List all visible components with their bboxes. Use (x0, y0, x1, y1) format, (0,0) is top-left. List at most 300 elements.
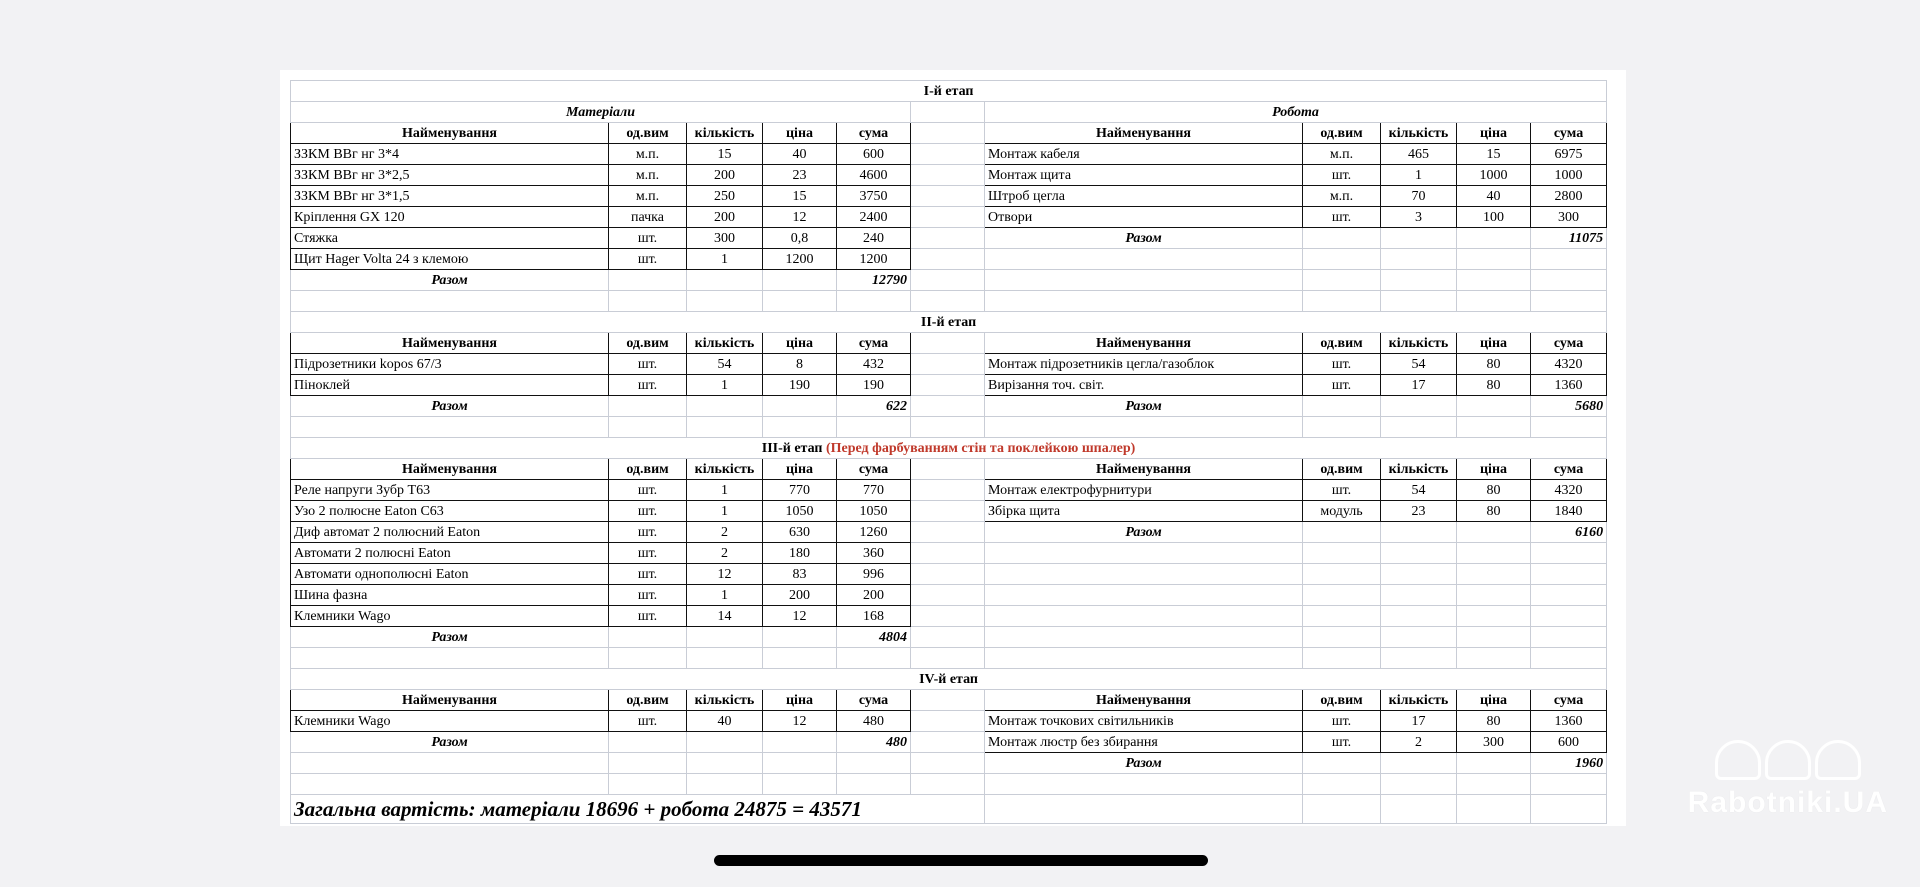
empty-cell (609, 648, 687, 669)
item-sum: 600 (837, 144, 911, 165)
item-qty: 3 (1381, 207, 1457, 228)
table-row (291, 753, 1607, 774)
item-name: Щит Hager Volta 24 з клемою (291, 249, 609, 270)
total-label: Разом (291, 396, 609, 417)
empty-cell (1457, 627, 1531, 648)
header-name: Найменування (985, 333, 1303, 354)
item-sum: 4600 (837, 165, 911, 186)
item-price: 15 (1457, 144, 1531, 165)
stage-title (291, 312, 1607, 333)
table-row (291, 417, 1607, 438)
item-qty: 2 (687, 522, 763, 543)
empty-cell (1303, 606, 1381, 627)
table-row (291, 354, 1607, 375)
empty-cell (1303, 774, 1381, 795)
header-unit: од.вим (1303, 123, 1381, 144)
empty-cell (687, 396, 763, 417)
item-sum: 1360 (1531, 711, 1607, 732)
table-row (291, 480, 1607, 501)
total-sum: 12790 (837, 270, 911, 291)
empty-cell (1303, 648, 1381, 669)
total-label: Разом (291, 270, 609, 291)
item-price: 40 (1457, 186, 1531, 207)
item-name: Монтаж щита (985, 165, 1303, 186)
header-qty: кількість (687, 459, 763, 480)
item-sum: 6975 (1531, 144, 1607, 165)
empty-cell (1531, 270, 1607, 291)
item-name: Шина фазна (291, 585, 609, 606)
header-qty: кількість (687, 123, 763, 144)
item-unit: м.п. (1303, 144, 1381, 165)
gap-cell (911, 564, 985, 585)
item-sum: 1840 (1531, 501, 1607, 522)
table-row (291, 543, 1607, 564)
item-qty: 23 (1381, 501, 1457, 522)
table-row (291, 522, 1607, 543)
item-name: Кріплення GX 120 (291, 207, 609, 228)
empty-cell (985, 543, 1303, 564)
item-price: 300 (1457, 732, 1531, 753)
header-price: ціна (1457, 123, 1531, 144)
item-sum: 200 (837, 585, 911, 606)
item-unit: м.п. (609, 186, 687, 207)
empty-cell (1457, 291, 1531, 312)
item-qty: 2 (687, 543, 763, 564)
item-name: Монтаж люстр без збирання (985, 732, 1303, 753)
gap-cell (911, 417, 985, 438)
item-name: Стяжка (291, 228, 609, 249)
item-qty: 70 (1381, 186, 1457, 207)
item-sum: 480 (837, 711, 911, 732)
empty-cell (1531, 543, 1607, 564)
header-qty: кількість (1381, 123, 1457, 144)
header-qty: кількість (1381, 690, 1457, 711)
table-row (291, 228, 1607, 249)
item-name: Отвори (985, 207, 1303, 228)
total-sum: 480 (837, 732, 911, 753)
stage-title-text: ІІ-й етап (920, 314, 977, 330)
empty-cell (1457, 228, 1531, 249)
item-price: 12 (763, 606, 837, 627)
item-sum: 168 (837, 606, 911, 627)
item-price: 180 (763, 543, 837, 564)
gap-cell (911, 522, 985, 543)
empty-cell (985, 585, 1303, 606)
table-row (291, 774, 1607, 795)
empty-cell (1457, 585, 1531, 606)
gap-cell (911, 501, 985, 522)
item-qty: 1 (1381, 165, 1457, 186)
item-unit: м.п. (1303, 186, 1381, 207)
stage-title-text: ІІІ-й етап (761, 440, 823, 456)
materials-heading: Матеріали (291, 102, 911, 123)
stage-title (291, 669, 1607, 690)
header-unit: од.вим (609, 333, 687, 354)
empty-cell (763, 291, 837, 312)
gap-cell (911, 333, 985, 354)
header-sum: сума (1531, 690, 1607, 711)
item-qty: 54 (687, 354, 763, 375)
empty-cell (1381, 753, 1457, 774)
empty-cell (1303, 753, 1381, 774)
gap-cell (911, 774, 985, 795)
watermark (1688, 740, 1888, 820)
gap-cell (911, 627, 985, 648)
header-name: Найменування (291, 690, 609, 711)
empty-cell (1457, 606, 1531, 627)
header-sum: сума (837, 690, 911, 711)
item-price: 1050 (763, 501, 837, 522)
item-sum: 770 (837, 480, 911, 501)
empty-cell (291, 417, 609, 438)
empty-cell (291, 648, 609, 669)
item-sum: 3750 (837, 186, 911, 207)
header-price: ціна (763, 333, 837, 354)
item-price: 80 (1457, 501, 1531, 522)
table-row (291, 648, 1607, 669)
item-sum: 4320 (1531, 480, 1607, 501)
item-qty: 300 (687, 228, 763, 249)
header-sum: сума (837, 123, 911, 144)
empty-cell (1303, 291, 1381, 312)
gap-cell (911, 144, 985, 165)
empty-cell (1531, 291, 1607, 312)
empty-cell (985, 627, 1303, 648)
empty-cell (763, 396, 837, 417)
empty-cell (1381, 585, 1457, 606)
item-qty: 12 (687, 564, 763, 585)
gap-cell (911, 648, 985, 669)
empty-cell (1303, 249, 1381, 270)
header-price: ціна (763, 690, 837, 711)
item-price: 80 (1457, 354, 1531, 375)
item-qty: 54 (1381, 480, 1457, 501)
item-name: Узо 2 полюсне Eaton C63 (291, 501, 609, 522)
empty-cell (1381, 249, 1457, 270)
total-sum: 5680 (1531, 396, 1607, 417)
table-row (291, 186, 1607, 207)
empty-cell (985, 249, 1303, 270)
empty-cell (1457, 396, 1531, 417)
empty-cell (763, 627, 837, 648)
item-price: 83 (763, 564, 837, 585)
item-qty: 54 (1381, 354, 1457, 375)
item-unit: шт. (1303, 732, 1381, 753)
gap-cell (911, 228, 985, 249)
item-price: 8 (763, 354, 837, 375)
empty-cell (687, 291, 763, 312)
item-name: Монтаж кабеля (985, 144, 1303, 165)
empty-cell (1381, 606, 1457, 627)
stage-title-row (291, 438, 1607, 459)
item-name: Монтаж підрозетників цегла/газоблок (985, 354, 1303, 375)
empty-cell (609, 396, 687, 417)
table-row (291, 396, 1607, 417)
empty-cell (609, 627, 687, 648)
empty-cell (1381, 270, 1457, 291)
empty-cell (1381, 543, 1457, 564)
gap-cell (911, 480, 985, 501)
header-unit: од.вим (609, 123, 687, 144)
empty-cell (1381, 228, 1457, 249)
empty-cell (985, 606, 1303, 627)
total-sum: 622 (837, 396, 911, 417)
empty-cell (985, 564, 1303, 585)
empty-cell (609, 774, 687, 795)
table-row (291, 732, 1607, 753)
stage-title-text: І-й етап (923, 83, 974, 99)
item-sum: 432 (837, 354, 911, 375)
item-sum: 1200 (837, 249, 911, 270)
header-price: ціна (763, 459, 837, 480)
grand-total: Загальна вартість: матеріали 18696 + робота 24875 = 43571 (291, 795, 985, 824)
item-qty: 1 (687, 375, 763, 396)
empty-cell (1381, 522, 1457, 543)
item-qty: 2 (1381, 732, 1457, 753)
item-unit: шт. (609, 501, 687, 522)
empty-cell (1457, 648, 1531, 669)
item-unit: шт. (609, 543, 687, 564)
stage-title-row (291, 81, 1607, 102)
item-name: ЗЗКМ ВВг нг 3*1,5 (291, 186, 609, 207)
empty-cell (687, 753, 763, 774)
gap-cell (911, 690, 985, 711)
home-indicator[interactable] (714, 855, 1208, 866)
item-price: 200 (763, 585, 837, 606)
item-unit: шт. (1303, 165, 1381, 186)
item-name: Автомати 2 полюсні Eaton (291, 543, 609, 564)
item-unit: шт. (609, 375, 687, 396)
gap-cell (911, 291, 985, 312)
item-name: Збірка щита (985, 501, 1303, 522)
header-sum: сума (837, 459, 911, 480)
empty-cell (291, 774, 609, 795)
item-unit: шт. (1303, 711, 1381, 732)
work-heading: Робота (985, 102, 1607, 123)
header-row (291, 333, 1607, 354)
item-unit: шт. (609, 711, 687, 732)
estimate-table (290, 80, 1607, 824)
item-price: 1000 (1457, 165, 1531, 186)
header-sum: сума (837, 333, 911, 354)
item-price: 0,8 (763, 228, 837, 249)
empty-cell (985, 648, 1303, 669)
total-label: Разом (291, 627, 609, 648)
item-sum: 4320 (1531, 354, 1607, 375)
table-row (291, 606, 1607, 627)
empty-cell (1531, 585, 1607, 606)
empty-cell (763, 774, 837, 795)
empty-cell (687, 732, 763, 753)
empty-cell (985, 795, 1303, 824)
header-qty: кількість (1381, 459, 1457, 480)
empty-cell (1381, 795, 1457, 824)
item-qty: 250 (687, 186, 763, 207)
total-sum: 6160 (1531, 522, 1607, 543)
empty-cell (1531, 774, 1607, 795)
grand-total-row (291, 795, 1607, 824)
header-qty: кількість (687, 333, 763, 354)
empty-cell (609, 291, 687, 312)
header-name: Найменування (291, 459, 609, 480)
table-row (291, 270, 1607, 291)
header-name: Найменування (985, 123, 1303, 144)
empty-cell (1457, 795, 1531, 824)
empty-cell (1457, 417, 1531, 438)
item-sum: 1260 (837, 522, 911, 543)
item-unit: м.п. (609, 165, 687, 186)
empty-cell (1381, 417, 1457, 438)
item-qty: 1 (687, 249, 763, 270)
empty-cell (985, 417, 1303, 438)
gap-cell (911, 354, 985, 375)
empty-cell (1531, 627, 1607, 648)
empty-cell (985, 774, 1303, 795)
empty-cell (687, 648, 763, 669)
empty-cell (1303, 627, 1381, 648)
header-row (291, 123, 1607, 144)
empty-cell (609, 417, 687, 438)
item-sum: 360 (837, 543, 911, 564)
item-price: 80 (1457, 375, 1531, 396)
gap-cell (911, 753, 985, 774)
total-label: Разом (985, 522, 1303, 543)
total-label: Разом (985, 396, 1303, 417)
item-qty: 1 (687, 585, 763, 606)
empty-cell (1531, 249, 1607, 270)
item-price: 40 (763, 144, 837, 165)
empty-cell (1457, 774, 1531, 795)
header-price: ціна (1457, 459, 1531, 480)
item-unit: шт. (609, 585, 687, 606)
table-row (291, 501, 1607, 522)
item-name: Монтаж точкових світильників (985, 711, 1303, 732)
item-sum: 2400 (837, 207, 911, 228)
empty-cell (1531, 648, 1607, 669)
item-unit: шт. (1303, 207, 1381, 228)
table-row (291, 375, 1607, 396)
empty-cell (985, 270, 1303, 291)
gap-cell (911, 711, 985, 732)
header-name: Найменування (985, 459, 1303, 480)
empty-cell (1457, 270, 1531, 291)
empty-cell (837, 291, 911, 312)
table-row (291, 165, 1607, 186)
gap-cell (911, 165, 985, 186)
item-unit: шт. (609, 354, 687, 375)
empty-cell (1303, 396, 1381, 417)
item-name: Клемники Wago (291, 606, 609, 627)
empty-cell (1303, 270, 1381, 291)
empty-cell (1303, 417, 1381, 438)
header-qty: кількість (1381, 333, 1457, 354)
header-price: ціна (763, 123, 837, 144)
stage-title-row (291, 669, 1607, 690)
empty-cell (609, 753, 687, 774)
table-row (291, 249, 1607, 270)
item-qty: 17 (1381, 711, 1457, 732)
empty-cell (911, 102, 985, 123)
header-sum: сума (1531, 459, 1607, 480)
empty-cell (1381, 291, 1457, 312)
empty-cell (687, 627, 763, 648)
empty-cell (1531, 564, 1607, 585)
item-unit: модуль (1303, 501, 1381, 522)
header-row (291, 690, 1607, 711)
header-name: Найменування (985, 690, 1303, 711)
item-unit: шт. (1303, 480, 1381, 501)
header-unit: од.вим (1303, 459, 1381, 480)
item-price: 770 (763, 480, 837, 501)
header-row (291, 459, 1607, 480)
item-unit: шт. (1303, 375, 1381, 396)
empty-cell (1457, 564, 1531, 585)
item-qty: 15 (687, 144, 763, 165)
empty-cell (763, 270, 837, 291)
empty-cell (1303, 564, 1381, 585)
empty-cell (763, 732, 837, 753)
empty-cell (837, 774, 911, 795)
total-sum: 11075 (1531, 228, 1607, 249)
item-name: Монтаж електрофурнитури (985, 480, 1303, 501)
gap-cell (911, 543, 985, 564)
item-unit: шт. (609, 249, 687, 270)
empty-cell (291, 291, 609, 312)
empty-cell (1303, 795, 1381, 824)
item-qty: 40 (687, 711, 763, 732)
empty-cell (763, 417, 837, 438)
header-qty: кількість (687, 690, 763, 711)
header-unit: од.вим (1303, 690, 1381, 711)
item-qty: 200 (687, 207, 763, 228)
item-name: Штроб цегла (985, 186, 1303, 207)
total-label: Разом (291, 732, 609, 753)
stage-title-text: ІV-й етап (919, 671, 978, 687)
watermark-text: Rabotniki.UA (1687, 786, 1888, 819)
header-unit: од.вим (609, 459, 687, 480)
item-name: Піноклей (291, 375, 609, 396)
empty-cell (609, 270, 687, 291)
item-name: Реле напруги Зубр Т63 (291, 480, 609, 501)
item-qty: 17 (1381, 375, 1457, 396)
empty-cell (609, 732, 687, 753)
empty-cell (837, 753, 911, 774)
stage-note: (Перед фарбуванням стін та поклейкою шпалер) (825, 440, 1136, 456)
total-sum: 1960 (1531, 753, 1607, 774)
gap-cell (911, 375, 985, 396)
section-heading-row (291, 102, 1607, 123)
gap-cell (911, 732, 985, 753)
gap-cell (911, 207, 985, 228)
empty-cell (687, 417, 763, 438)
empty-cell (1531, 417, 1607, 438)
item-sum: 190 (837, 375, 911, 396)
stage-title (291, 438, 1607, 459)
item-unit: пачка (609, 207, 687, 228)
gap-cell (911, 249, 985, 270)
empty-cell (687, 270, 763, 291)
table-row (291, 144, 1607, 165)
item-sum: 1050 (837, 501, 911, 522)
total-label: Разом (985, 753, 1303, 774)
empty-cell (1457, 249, 1531, 270)
item-sum: 2800 (1531, 186, 1607, 207)
stage-title-row (291, 312, 1607, 333)
header-unit: од.вим (1303, 333, 1381, 354)
item-unit: шт. (609, 564, 687, 585)
empty-cell (687, 774, 763, 795)
empty-cell (1457, 543, 1531, 564)
